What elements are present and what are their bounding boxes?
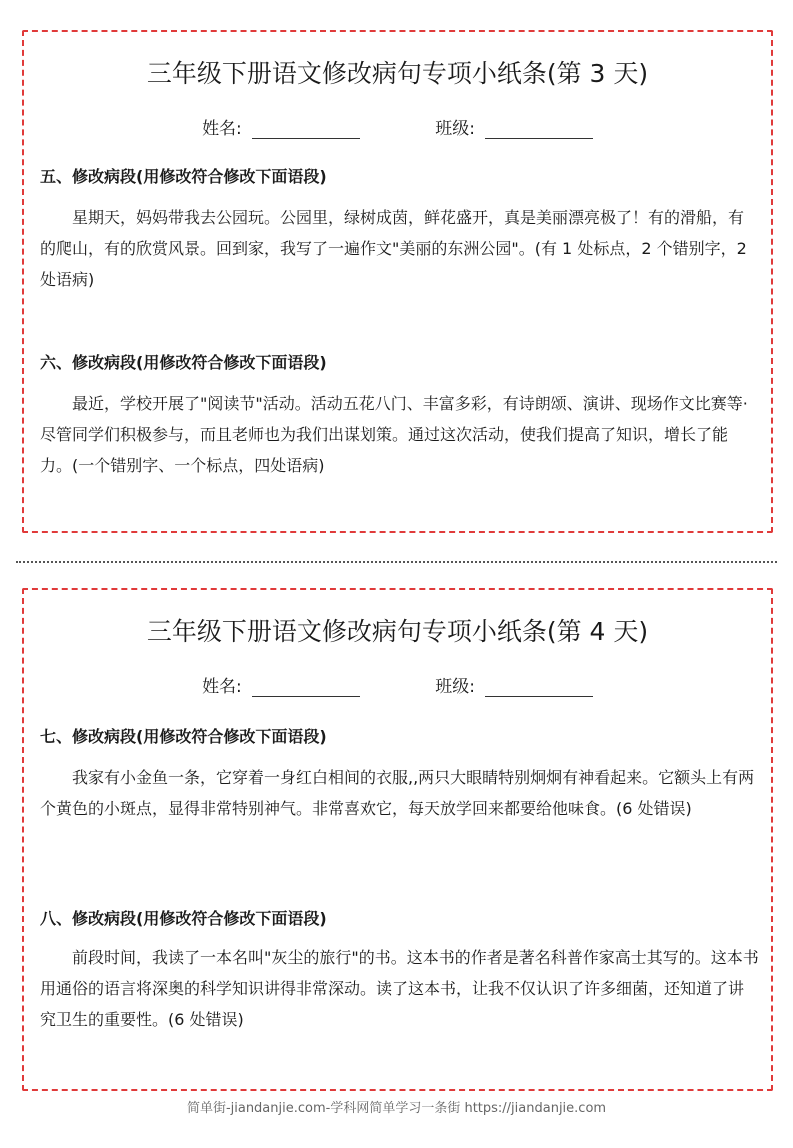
name-field	[202, 672, 360, 697]
class-label: 班级:	[435, 677, 475, 697]
class-field	[435, 114, 593, 139]
section-heading: 六、修改病段(用修改符合修改下面语段)	[40, 353, 327, 372]
worksheet-card-day-4	[22, 588, 773, 1091]
section-heading: 七、修改病段(用修改符合修改下面语段)	[40, 727, 327, 746]
name-label: 姓名:	[202, 119, 242, 139]
class-blank[interactable]	[485, 680, 593, 697]
cut-line-divider	[16, 561, 777, 563]
section-heading: 五、修改病段(用修改符合修改下面语段)	[40, 167, 327, 186]
name-blank[interactable]	[252, 122, 360, 139]
worksheet-title: 三年级下册语文修改病句专项小纸条(第 3 天)	[146, 59, 649, 88]
section-paragraph: 前段时间，我读了一本名叫"灰尘的旅行"的书。这本书的作者是著名科普作家高士其写的。这本书用通俗的语言将深奥的科学知识讲得非常深动。读了这本书，让我不仅认识了许多细菌，还知道了讲究卫生的重要性。(6 处错误)	[40, 948, 759, 1029]
section-paragraph: 星期天，妈妈带我去公园玩。公园里，绿树成茵，鲜花盛开，真是美丽漂亮极了！有的滑船，有的爬山，有的欣赏风景。回到家，我写了一遍作文"美丽的东洲公园"。(有 1 处标点，2 个错别字，2 处语病)	[40, 208, 747, 289]
footer-watermark: 简单街-jiandanjie.com-学科网简单学习一条街 https://jiandanjie.com	[186, 1101, 607, 1116]
worksheet-title: 三年级下册语文修改病句专项小纸条(第 4 天)	[146, 617, 649, 646]
student-info	[24, 672, 771, 697]
section-heading: 八、修改病段(用修改符合修改下面语段)	[40, 909, 327, 928]
student-info	[24, 114, 771, 139]
name-blank[interactable]	[252, 680, 360, 697]
name-field	[202, 114, 360, 139]
name-label: 姓名:	[202, 677, 242, 697]
worksheet-card-day-3	[22, 30, 773, 533]
section-paragraph: 最近，学校开展了"阅读节"活动。活动五花八门、丰富多彩，有诗朗颂、演讲、现场作文比赛等·尽管同学们积极参与，而且老师也为我们出谋划策。通过这次活动，使我们提高了知识，增长了能力。(一个错别字、一个标点，四处语病)	[40, 394, 748, 475]
class-field	[435, 672, 593, 697]
class-blank[interactable]	[485, 122, 593, 139]
section-paragraph: 我家有小金鱼一条，它穿着一身红白相间的衣服,,两只大眼睛特别炯炯有神看起来。它额头上有两个黄色的小斑点，显得非常特别神气。非常喜欢它，每天放学回来都要给他味食。(6 处错误)	[40, 768, 755, 818]
class-label: 班级:	[435, 119, 475, 139]
